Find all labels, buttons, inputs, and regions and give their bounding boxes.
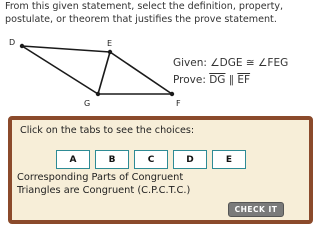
given-prove-block <box>173 55 288 89</box>
prove-segment-1: $\overline{DG}$ <box>209 74 226 86</box>
label-e: E <box>107 39 113 48</box>
label-g: G <box>84 99 91 108</box>
tab-a[interactable]: A <box>56 150 90 169</box>
choice-tabs <box>56 150 246 169</box>
label-d: D <box>9 38 16 47</box>
tab-d[interactable]: D <box>173 150 207 169</box>
prove-segment-2: $\overline{EF}$ <box>237 74 251 86</box>
selected-choice-text: Corresponding Parts of Congruent Triangles are Congruent (C.P.C.T.C.) <box>17 172 191 196</box>
check-it-button[interactable]: CHECK IT <box>228 202 284 217</box>
given-row <box>173 55 288 72</box>
tab-c[interactable]: C <box>134 150 168 169</box>
given-label: Given: <box>173 57 207 69</box>
choices-prompt: Click on the tabs to see the choices: <box>20 125 195 136</box>
point-d <box>20 44 24 48</box>
tab-e[interactable]: E <box>212 150 246 169</box>
label-f: F <box>176 99 181 108</box>
segment-ef <box>110 52 172 94</box>
given-statement: ∠DGE ≅ ∠FEG <box>210 57 289 69</box>
segment-eg <box>98 52 110 94</box>
parallel-symbol: ∥ <box>228 74 235 86</box>
segment-dg <box>22 46 98 94</box>
prove-label: Prove: <box>173 74 206 86</box>
prove-row <box>173 72 288 89</box>
tab-b[interactable]: B <box>95 150 129 169</box>
point-e <box>108 50 112 54</box>
point-g <box>96 92 100 96</box>
instructions-text: From this given statement, select the definition, property, postulate, or theorem that justifies the prove statement. <box>5 1 284 25</box>
point-f <box>170 92 174 96</box>
segment-de <box>22 46 110 52</box>
